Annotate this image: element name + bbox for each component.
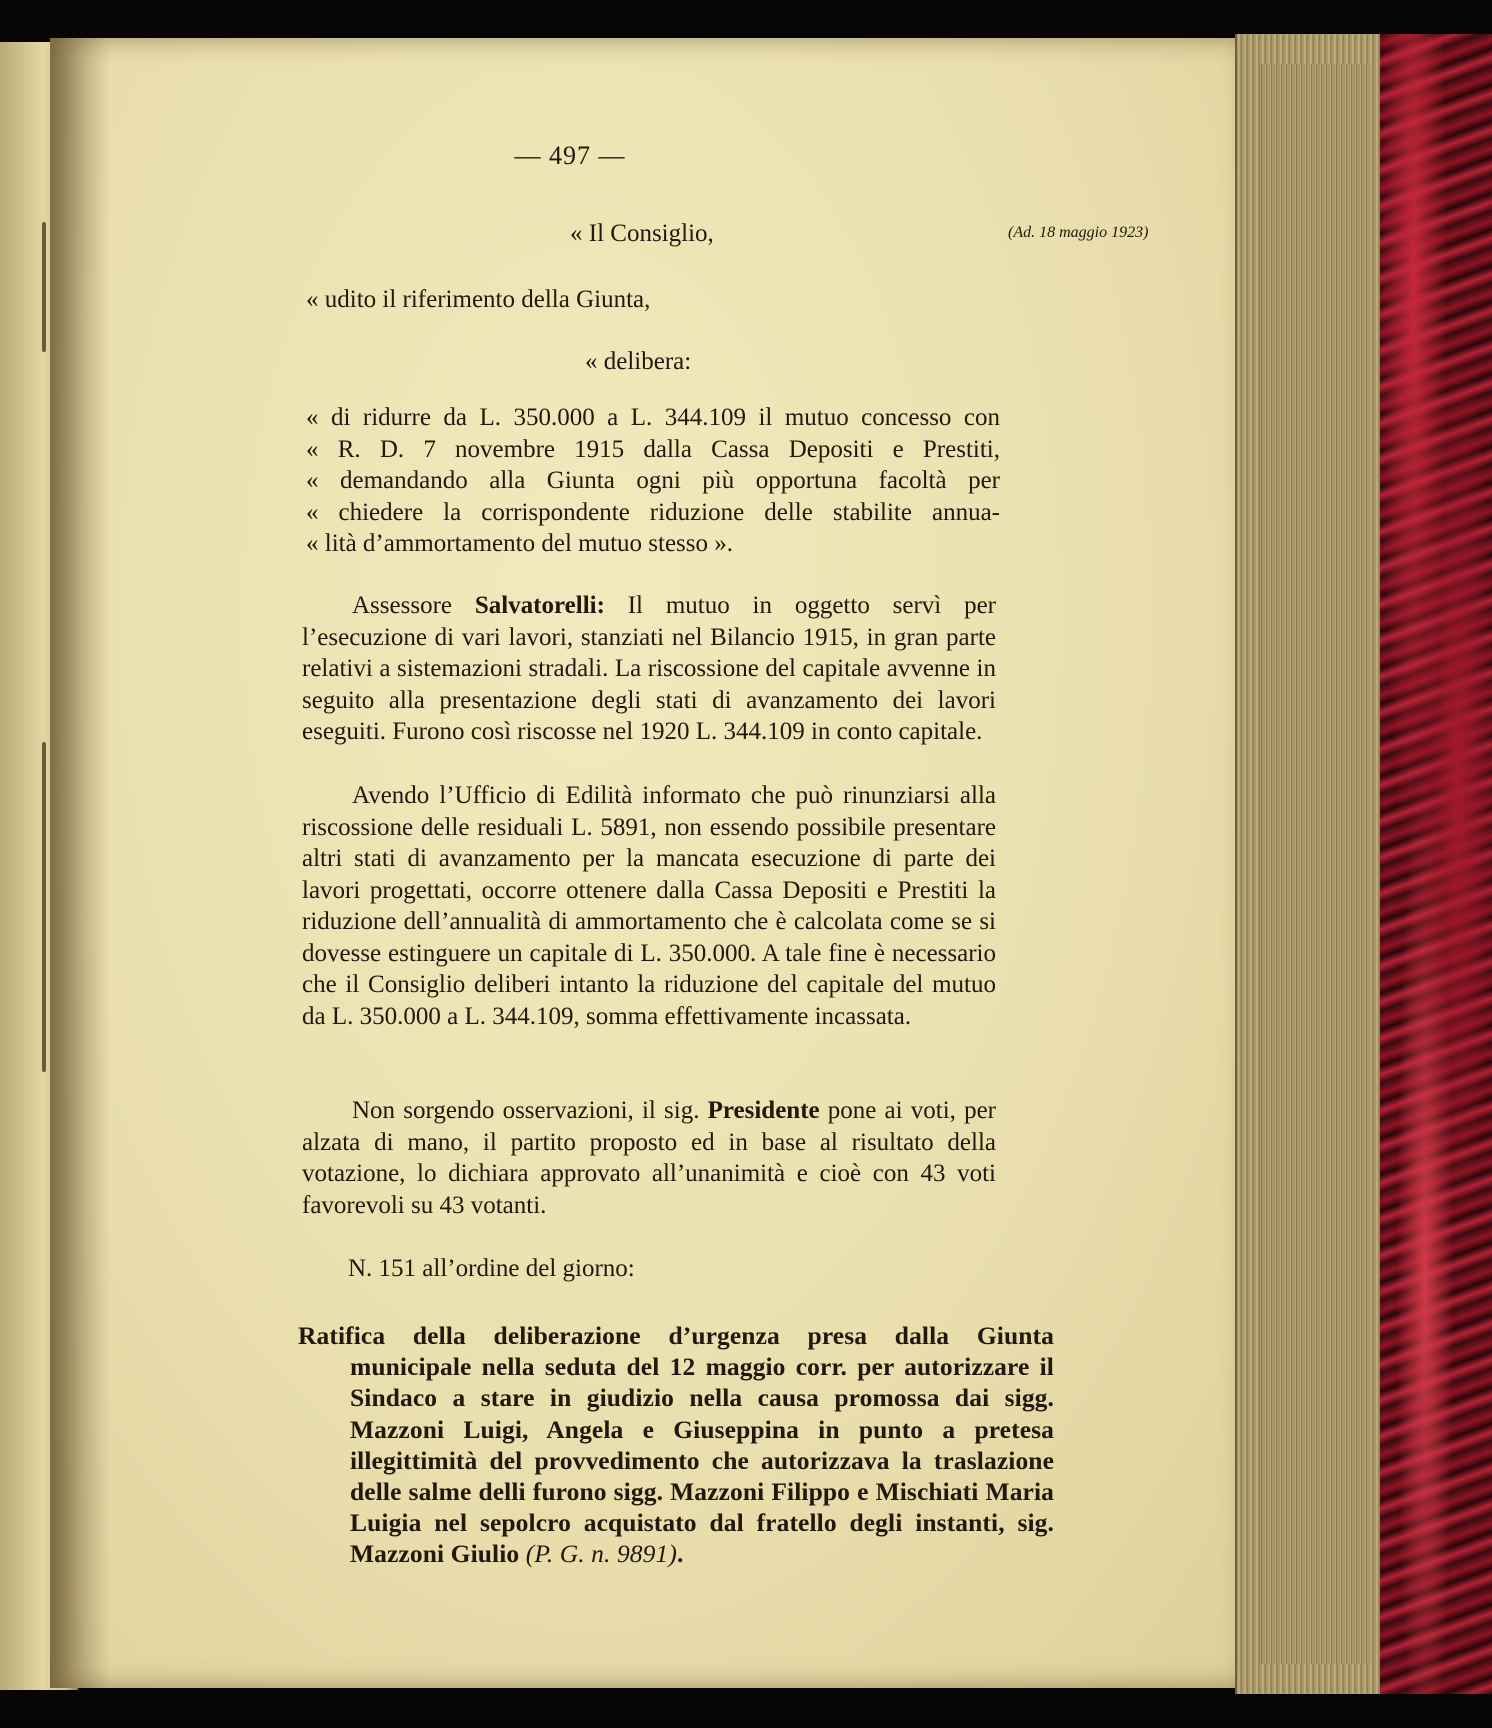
gutter-shadow xyxy=(50,38,110,1688)
para1-prefix: Assessore xyxy=(352,592,475,619)
udito-line: « udito il riferimento della Giunta, xyxy=(306,286,651,313)
page-fold-mark xyxy=(42,222,46,352)
para1-text: Il mutuo in oggetto servì per l’esecuzione di vari lavori, stanziati nel Bilancio 1915, in gran parte relativi a sistemazioni stradali. La riscossione del capitale avvenne in seguito alla presentazione degli stati di avanzamento dei lavori eseguiti. Furono così riscosse nel 1920 L. 344.109 in conto capitale. xyxy=(302,592,996,745)
page-edges-stack xyxy=(1235,34,1389,1694)
para2-text: Avendo l’Ufficio di Edilità informato che può rinunziarsi alla riscossione delle residuali L. 5891, non essendo possibile presentare altri stati di avanzamento per la mancata esecuzione di parte dei lavori progettati, occorre ottenere dalla Cassa Depositi e Prestiti la riduzione dell’annualità di ammortamento che è calcolata come se si dovesse estinguere un capitale di L. 350.000. A tale fine è necessario che il Consiglio deliberi intanto la riduzione del capitale del mutuo da L. 350.000 a L. 344.109, somma effettivamente incassata. xyxy=(302,782,996,1030)
motion-line: « R. D. 7 novembre 1915 dalla Cassa Depositi e Prestiti, xyxy=(306,435,1000,463)
paragraph-edilita xyxy=(302,780,996,1032)
motion-line: « demandando alla Giunta ogni più opportuna facoltà per xyxy=(306,467,1000,494)
delibera-heading: « delibera: xyxy=(585,348,692,375)
para3-text: pone ai voti, per alzata di mano, il partito proposto ed in base al risultato della votazione, lo dichiara approvato all’unanimità e cioè con 43 voti favorevoli su 43 votanti. xyxy=(302,1097,996,1219)
speaker-name: Presidente xyxy=(707,1097,820,1124)
para3-prefix: Non sorgendo osservazioni, il sig. xyxy=(352,1097,708,1124)
motion-line: « chiedere la corrispondente riduzione delle stabilite annua- xyxy=(306,498,1000,526)
title-end: . xyxy=(676,1539,684,1569)
page-edges-inner xyxy=(1261,64,1371,1664)
agenda-item-title xyxy=(298,1320,1054,1570)
page-fold-mark xyxy=(42,742,46,1072)
paragraph-salvatorelli xyxy=(302,590,996,748)
marbled-cover xyxy=(1380,34,1492,1694)
margin-date-note: (Ad. 18 maggio 1923) xyxy=(1008,224,1149,241)
title-reference: (P. G. n. 9891) xyxy=(525,1539,677,1569)
paragraph-presidente xyxy=(302,1095,996,1221)
speaker-name: Salvatorelli: xyxy=(474,592,605,619)
title-text: Ratifica della deliberazione d’urgenza presa dalla Giunta municipale nella seduta del 12 maggio corr. per autorizzare il Sindaco a stare in giudizio nella causa promossa dai sigg. Mazzoni Luigi, Angela e Giuseppina in punto a pretesa illegittimità del provvedimento che autorizzava la traslazione delle salme delli furono sigg. Mazzoni Filippo e Mischiati Maria Luigia nel sepolcro acquistato dal fratello degli instanti, sig. Mazzoni Giulio xyxy=(298,1321,1054,1569)
page-number: — 497 — xyxy=(514,141,626,170)
motion-text xyxy=(306,402,1000,560)
order-item: N. 151 all’ordine del giorno: xyxy=(348,1255,635,1282)
consiglio-heading: « Il Consiglio, xyxy=(570,220,714,247)
motion-line: « di ridurre da L. 350.000 a L. 344.109 il mutuo concesso con xyxy=(306,404,1000,431)
motion-line: « lità d’ammortamento del mutuo stesso ». xyxy=(306,530,734,557)
